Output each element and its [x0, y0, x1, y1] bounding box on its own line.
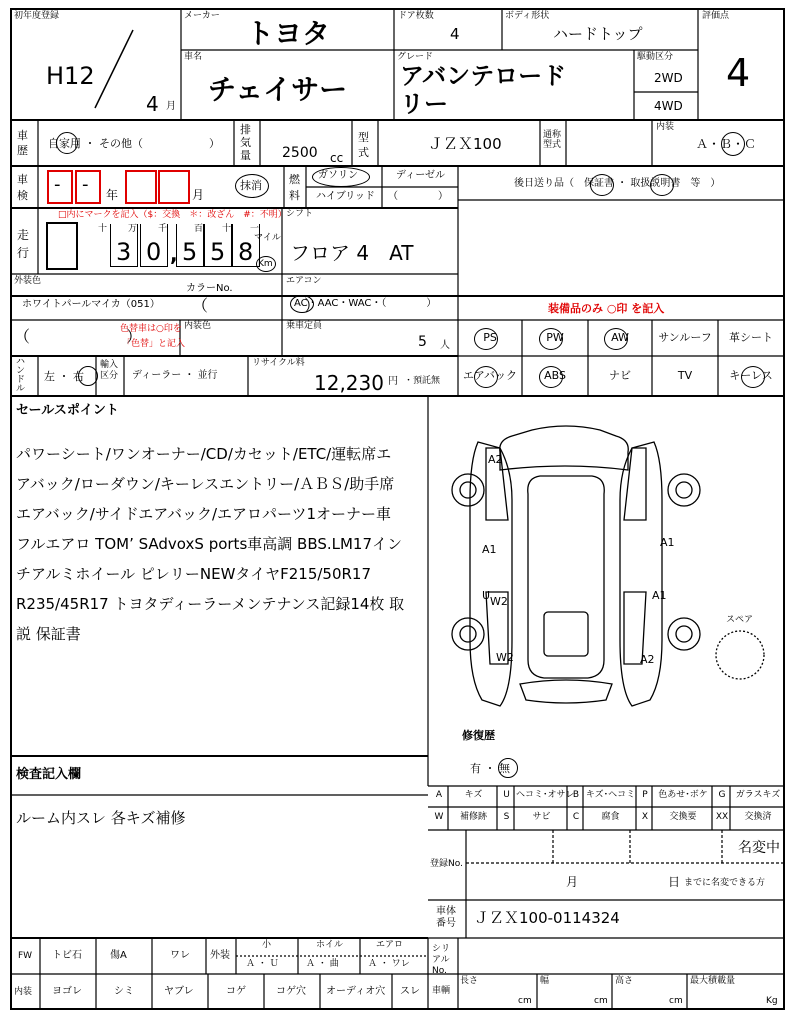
- inspection-label: 車検: [17, 173, 28, 202]
- color-change-paren: （ ）: [14, 327, 143, 346]
- odometer-unit-label: 万: [128, 224, 138, 234]
- grade-line2: リー: [400, 90, 448, 118]
- chassis-value: ＪＺＸ100-0114324: [474, 909, 620, 927]
- interior-dirt: ヨゴレ: [52, 986, 82, 997]
- interior-tear: ヤブレ: [164, 986, 194, 997]
- grade-line1: アバンテロード: [400, 62, 567, 90]
- km-label: Km: [258, 259, 273, 269]
- inspection-month-unit: 月: [192, 188, 205, 202]
- equipment-circle-mark: [741, 366, 765, 388]
- odometer-digit: 0: [146, 238, 162, 266]
- interior-label: 内装: [656, 122, 675, 132]
- inspection-status: 抹消: [240, 179, 262, 192]
- recycle-value: 12,230: [314, 371, 384, 395]
- equipment-item: 革シート: [729, 331, 773, 344]
- type-value: ＪＺＸ100: [428, 135, 502, 153]
- color-no-paren: （ ）: [192, 296, 321, 315]
- first-reg-month: 4: [146, 92, 159, 116]
- sales-line: チアルミホイール ピレリーNEWタイヤF215/50R17: [16, 565, 372, 583]
- mark-a1-right-upper: A1: [660, 536, 675, 549]
- mark-a1-left: A1: [482, 543, 497, 556]
- model-name-value: チェイサー: [208, 73, 348, 106]
- legend-cell: ヘコミ･オサレ: [516, 790, 575, 800]
- width-label: 幅: [540, 976, 550, 986]
- fuel-diesel: ディーゼル: [396, 170, 445, 181]
- height-unit: cm: [669, 996, 683, 1006]
- sales-line: パワーシート/ワンオーナー/CD/カセット/ETC/運転席エ: [16, 445, 392, 463]
- aero-value: Ａ ・ ワレ: [368, 959, 410, 969]
- doors-label: ドア枚数: [398, 11, 434, 21]
- equipment-circle-mark: [604, 328, 628, 350]
- legend-cell: G: [718, 790, 726, 800]
- sales-line: アバック/ローダウン/キーレスエントリー/ＡＢＳ/助手席: [16, 475, 395, 493]
- interior-circle-mark: [721, 132, 745, 156]
- km-circle: [256, 256, 276, 272]
- equipment-circle-mark: [474, 366, 498, 388]
- odometer-digit: 8: [238, 238, 254, 266]
- ac-value: AC・AAC・WAC・（ ）: [294, 298, 437, 309]
- odometer-unit-label: 十: [98, 224, 108, 234]
- length-unit: cm: [518, 996, 532, 1006]
- first-reg-year: H12: [46, 62, 95, 90]
- equipment-circle-mark: [539, 328, 563, 350]
- size-label: 車輌: [432, 986, 451, 996]
- inspection-box-4: [158, 170, 190, 204]
- color-no-label: カラーNo.: [186, 283, 233, 294]
- history-circle-mark: [56, 132, 78, 154]
- odometer-unit-label: 千: [158, 224, 168, 234]
- recycle-label: リサイクル料: [252, 358, 305, 368]
- ac-label: エアコン: [286, 276, 322, 286]
- inspection-status-circle: [235, 174, 269, 198]
- maker-label: メーカー: [184, 11, 220, 21]
- inspection-year-unit: 年: [106, 188, 119, 202]
- fuel-other: （ ）: [388, 191, 448, 202]
- displacement-unit: cc: [330, 151, 344, 165]
- handle-value: 左 ・ 右: [44, 370, 84, 383]
- registration-label: 登録No.: [430, 859, 463, 869]
- equipment-item: PW: [546, 331, 564, 344]
- length-label: 長さ: [460, 976, 479, 986]
- mark-w2-left: W2: [490, 595, 508, 608]
- reg-month-unit: 月: [566, 875, 579, 889]
- maker-value: トヨタ: [246, 17, 331, 50]
- small-value: Ａ ・ Ｕ: [246, 959, 279, 969]
- history-label: 車歴: [17, 129, 28, 157]
- fuel-hybrid: ハイブリッド: [316, 191, 375, 202]
- grade-score-label: 評価点: [702, 11, 730, 21]
- load-unit: Kg: [766, 996, 778, 1006]
- grade-label: グレード: [397, 52, 434, 62]
- deferred-docs: 後日送り品（ 保証書 ・ 取扱説明書 等 ）: [514, 178, 721, 189]
- wheel-value: Ａ ・ 曲: [306, 959, 339, 969]
- interior-burn: コゲ: [226, 986, 246, 997]
- ext-color-value: ホワイトパールマイカ（051）: [22, 299, 160, 310]
- int-color-label: 内装色: [184, 321, 212, 331]
- drive-2wd: 2WD: [654, 71, 683, 85]
- legend-cell: A: [435, 790, 443, 800]
- legend-cell: 交換済: [744, 812, 772, 822]
- odometer-unit-label: 一: [250, 224, 260, 234]
- mileage-note: □内にマークを記入（$：交換 ＊：改ざん #：不明）: [58, 210, 287, 220]
- legend-cell: 補修跡: [459, 812, 487, 822]
- equipment-item: サンルーフ: [658, 331, 712, 344]
- legend-cell: 色あせ･ボケ: [658, 790, 708, 800]
- exterior-label: 外装: [210, 950, 230, 961]
- reg-day-unit: 日: [668, 875, 681, 889]
- sales-line: 説 保証書: [16, 625, 81, 643]
- aero-label: エアロ: [376, 940, 404, 950]
- legend-cell: サビ: [532, 812, 551, 822]
- repair-history-value: 有 ・ 無: [470, 762, 510, 775]
- color-change-note1: 色替車は○印を: [120, 324, 182, 334]
- interior-row-label: 内装: [14, 987, 33, 997]
- recycle-unit: 円: [388, 376, 398, 387]
- legend-cell: キズ: [464, 790, 483, 800]
- inspection-dash-1: -: [54, 174, 61, 195]
- fw-chip: トビ石: [52, 950, 82, 961]
- doors-value: 4: [450, 25, 460, 43]
- car-diagram-lines: [452, 426, 764, 706]
- wheel-label: ホイル: [316, 940, 344, 950]
- model-name-label: 車名: [184, 52, 203, 62]
- shift-label: シフト: [286, 209, 314, 219]
- legend-cell: B: [572, 790, 580, 800]
- legend-cell: X: [641, 812, 649, 822]
- equipment-circle-mark: [539, 366, 563, 388]
- first-reg-month-unit: 月: [166, 101, 176, 112]
- capacity-value: 5: [418, 334, 427, 350]
- name-change: 名変中: [738, 840, 780, 856]
- legend-cell: キズ･ヘコミ: [585, 790, 636, 800]
- odometer-unit-label: 百: [194, 224, 204, 234]
- mark-w2-rear: W2: [496, 651, 514, 664]
- repair-history-label: 修復歴: [462, 729, 495, 742]
- interior-audio-hole: オーディオ穴: [326, 986, 386, 997]
- mileage-label: 走行: [17, 228, 30, 260]
- history-value: 自家用 ・ その他（ ）: [48, 137, 220, 150]
- import-value: ディーラー ・ 並行: [132, 370, 218, 381]
- repair-none-circle: [498, 758, 518, 778]
- equipment-item: PS: [483, 331, 497, 344]
- width-unit: cm: [594, 996, 608, 1006]
- body-label: ボディ形状: [505, 11, 550, 21]
- legend-cell: W: [434, 812, 444, 822]
- sales-line: エアバック/サイドエアバック/エアロパーツ1オーナー車: [16, 505, 392, 523]
- interior-burn-hole: コゲ穴: [276, 986, 306, 997]
- equipment-item: AW: [611, 331, 629, 344]
- legend-cell: S: [503, 812, 510, 822]
- legend-cell: U: [503, 790, 510, 800]
- inspection-title: 検査記入欄: [16, 767, 82, 782]
- mark-a2-top: A2: [488, 453, 503, 466]
- legend-cell: 交換要: [669, 812, 697, 822]
- inspection-dash-2: -: [82, 174, 89, 195]
- fw-crack: ワレ: [170, 950, 190, 961]
- mark-u-left: U: [482, 589, 491, 602]
- import-label: 輸入区分: [100, 360, 119, 381]
- equipment-item: ナビ: [609, 369, 631, 382]
- legend-cell: XX: [715, 812, 729, 822]
- docs-manual-circle: [650, 174, 674, 196]
- displacement-label: 排気量: [240, 123, 251, 162]
- deposit-label: ・預託無: [404, 376, 441, 386]
- interior-scuff: スレ: [400, 986, 420, 997]
- equipment-item: キーレス: [729, 369, 773, 382]
- type-label: 型式: [358, 131, 369, 159]
- equipment-label: 装備品のみ ○印 を記入: [548, 302, 665, 315]
- drive-label: 駆動区分: [637, 52, 674, 62]
- handle-circle: [78, 366, 98, 386]
- equipment-item: ABS: [544, 369, 566, 382]
- legend-cell: 腐食: [601, 812, 620, 822]
- fw-label: FW: [18, 951, 33, 961]
- spare-label: スペア: [726, 615, 754, 625]
- load-label: 最大積載量: [690, 976, 736, 986]
- chassis-label: 車体番号: [436, 906, 456, 929]
- odometer-digit: 3: [116, 238, 132, 266]
- capacity-label: 乗車定員: [286, 321, 323, 331]
- ext-color-label: 外装色: [14, 276, 42, 286]
- sales-line: フルエアロ TOM’ SAdvoxS ports車高調 BBS.LM17イン: [16, 535, 403, 553]
- equipment-circle-mark: [474, 328, 498, 350]
- fw-scratch: 傷A: [110, 950, 127, 961]
- odometer-digit: 5: [182, 238, 198, 266]
- fuel-gas: ガソリン: [318, 170, 358, 181]
- capacity-unit: 人: [440, 340, 450, 351]
- equipment-item: TV: [677, 369, 693, 382]
- interior-stain: シミ: [114, 986, 134, 997]
- serial-label: シリアルNo.: [432, 944, 451, 976]
- name-change-deadline: までに名変できる方: [684, 878, 766, 888]
- small-label: 小: [262, 940, 272, 950]
- drive-4wd: 4WD: [654, 99, 683, 113]
- inspection-box-3: [125, 170, 157, 204]
- mark-a2-rear: A2: [640, 653, 655, 666]
- equipment-item: エアバック: [462, 369, 518, 382]
- sales-line: R235/45R17 トヨタディーラーメンテナンス記録14枚 取: [16, 595, 405, 613]
- height-label: 高さ: [615, 976, 634, 986]
- sales-title: セールスポイント: [16, 403, 119, 418]
- shift-value: フロア 4 AT: [290, 241, 414, 265]
- mile-label: マイル: [254, 233, 281, 243]
- displacement-value: 2500: [282, 145, 318, 161]
- odometer-separator: ,: [170, 242, 178, 266]
- grade-score-value: 4: [726, 51, 751, 95]
- first-reg-label: 初年度登録: [14, 11, 60, 21]
- color-change-note2: 「色替」と記入: [122, 339, 186, 349]
- body-value: ハードトップ: [553, 25, 643, 43]
- legend-cell: C: [572, 812, 580, 822]
- mark-a1-right-lower: A1: [652, 589, 667, 602]
- handle-label: ハンドル: [16, 357, 26, 394]
- odometer-unit-label: 十: [222, 224, 232, 234]
- odometer-digit-box: [46, 222, 78, 270]
- fuel-gas-circle: [312, 167, 370, 187]
- interior-value: Ａ・Ｂ・Ｃ: [696, 137, 757, 151]
- inspection-text: ルーム内スレ 各キズ補修: [16, 809, 186, 827]
- legend-cell: ガラスキズ: [735, 790, 781, 800]
- docs-warranty-circle: [590, 174, 614, 196]
- odometer-digit: 5: [210, 238, 226, 266]
- legend-cell: P: [642, 790, 648, 800]
- fuel-label: 燃料: [289, 173, 300, 202]
- common-type-label: 通称型式: [543, 130, 562, 150]
